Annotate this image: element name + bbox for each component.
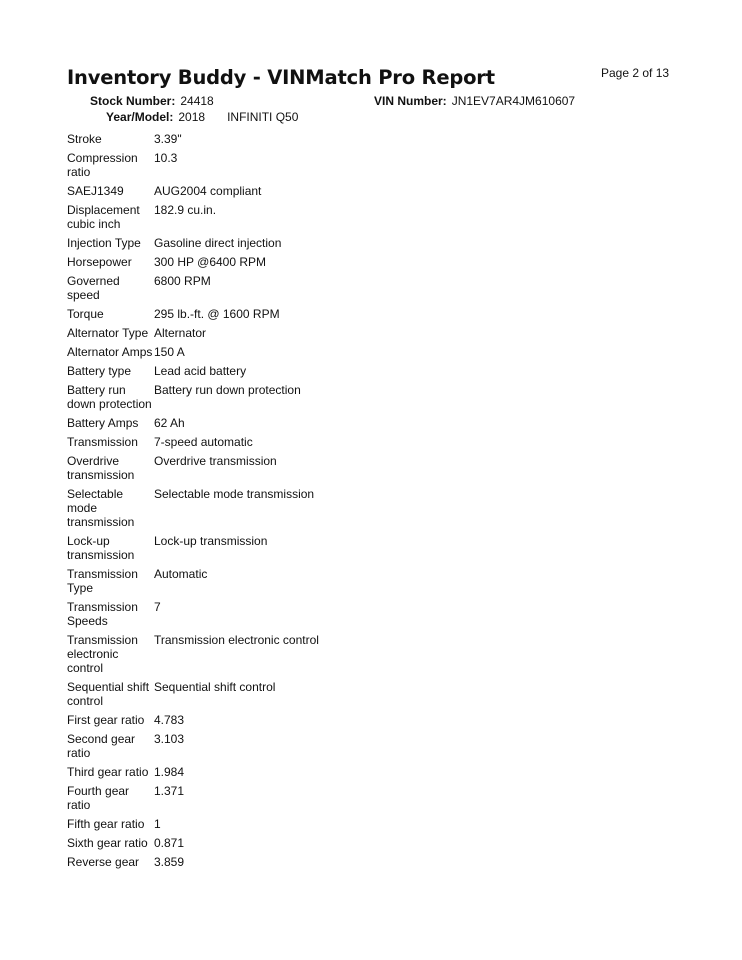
report-title: Inventory Buddy - VINMatch Pro Report: [67, 66, 495, 89]
spec-label: Fourth gear ratio: [67, 784, 130, 812]
spec-value: Lead acid battery: [154, 364, 247, 378]
spec-label: Fifth gear ratio: [67, 817, 145, 831]
spec-label: Stroke: [67, 132, 102, 146]
spec-row: [67, 487, 319, 534]
spec-label: Sixth gear ratio: [67, 836, 148, 850]
spec-row: [67, 203, 319, 236]
spec-label: Battery type: [67, 364, 132, 378]
spec-value: 1: [154, 817, 161, 831]
spec-value: Lock-up transmission: [154, 534, 268, 548]
spec-value: 7: [154, 600, 161, 614]
spec-value: 3.103: [154, 732, 185, 746]
spec-value: Battery run down protection: [154, 383, 301, 397]
spec-row: [67, 454, 319, 487]
spec-value: 3.859: [154, 855, 185, 869]
spec-row: [67, 732, 319, 765]
spec-label: Torque: [67, 307, 104, 321]
spec-label: Overdrive transmission: [67, 454, 135, 482]
spec-row: [67, 151, 319, 184]
spec-label: Transmission Type: [67, 567, 138, 595]
spec-label: Lock-up transmission: [67, 534, 135, 562]
year-value: 2018: [178, 110, 206, 124]
vin-value: JN1EV7AR4JM610607: [451, 94, 576, 108]
spec-value: Alternator: [154, 326, 207, 340]
spec-value: Sequential shift control: [154, 680, 276, 694]
spec-row: [67, 817, 319, 836]
spec-label: Alternator Amps: [67, 345, 153, 359]
spec-row: [67, 364, 319, 383]
spec-row: [67, 307, 319, 326]
spec-value: Automatic: [154, 567, 208, 581]
spec-row: [67, 383, 319, 416]
stock-number-label: Stock Number:: [90, 94, 176, 108]
spec-row: [67, 534, 319, 567]
spec-label: Reverse gear: [67, 855, 140, 869]
spec-label: Second gear ratio: [67, 732, 136, 760]
spec-row: [67, 567, 319, 600]
spec-row: [67, 836, 319, 855]
spec-value: 7-speed automatic: [154, 435, 253, 449]
year-model-label: Year/Model:: [106, 110, 174, 124]
spec-row: [67, 274, 319, 307]
stock-number-value: 24418: [180, 94, 214, 108]
spec-row: [67, 184, 319, 203]
spec-row: [67, 345, 319, 364]
spec-value: Selectable mode transmission: [154, 487, 315, 501]
spec-label: Displacement cubic inch: [67, 203, 140, 231]
spec-label: Compression ratio: [67, 151, 138, 179]
spec-value: Gasoline direct injection: [154, 236, 282, 250]
spec-label: Third gear ratio: [67, 765, 149, 779]
spec-label: Battery Amps: [67, 416, 139, 430]
spec-value: AUG2004 compliant: [154, 184, 262, 198]
spec-value: Overdrive transmission: [154, 454, 277, 468]
spec-table: [67, 132, 319, 874]
spec-label: Injection Type: [67, 236, 141, 250]
spec-row: [67, 326, 319, 345]
spec-value: 6800 RPM: [154, 274, 211, 288]
spec-label: Alternator Type: [67, 326, 149, 340]
spec-row: [67, 633, 319, 680]
spec-row: [67, 416, 319, 435]
spec-row: [67, 236, 319, 255]
spec-label: Selectable mode transmission: [67, 487, 135, 529]
spec-label: SAEJ1349: [67, 184, 124, 198]
spec-value: 295 lb.-ft. @ 1600 RPM: [154, 307, 280, 321]
spec-label: Transmission Speeds: [67, 600, 138, 628]
spec-value: 182.9 cu.in.: [154, 203, 217, 217]
spec-row: [67, 600, 319, 633]
spec-row: [67, 765, 319, 784]
spec-value: 1.984: [154, 765, 185, 779]
spec-row: [67, 713, 319, 732]
spec-row: [67, 255, 319, 274]
spec-row: [67, 855, 319, 874]
spec-value: 1.371: [154, 784, 185, 798]
stock-number-row: [90, 94, 214, 108]
spec-row: [67, 680, 319, 713]
spec-label: Transmission: [67, 435, 138, 449]
spec-value: 300 HP @6400 RPM: [154, 255, 267, 269]
spec-row: [67, 132, 319, 151]
spec-value: 62 Ah: [154, 416, 185, 430]
spec-label: Governed speed: [67, 274, 120, 302]
spec-row: [67, 784, 319, 817]
spec-label: Battery run down protection: [67, 383, 152, 411]
year-model-row: [106, 110, 298, 124]
spec-label: Transmission electronic control: [67, 633, 138, 675]
spec-value: 10.3: [154, 151, 178, 165]
spec-value: 150 A: [154, 345, 185, 359]
spec-value: 4.783: [154, 713, 185, 727]
spec-label: Horsepower: [67, 255, 132, 269]
spec-value: 3.39": [154, 132, 182, 146]
spec-label: Sequential shift control: [67, 680, 150, 708]
spec-value: Transmission electronic control: [154, 633, 319, 647]
spec-value: 0.871: [154, 836, 185, 850]
model-value: INFINITI Q50: [227, 110, 299, 124]
spec-label: First gear ratio: [67, 713, 145, 727]
vin-label: VIN Number:: [374, 94, 447, 108]
spec-row: [67, 435, 319, 454]
vin-row: [374, 94, 575, 108]
page-number: Page 2 of 13: [601, 66, 670, 80]
